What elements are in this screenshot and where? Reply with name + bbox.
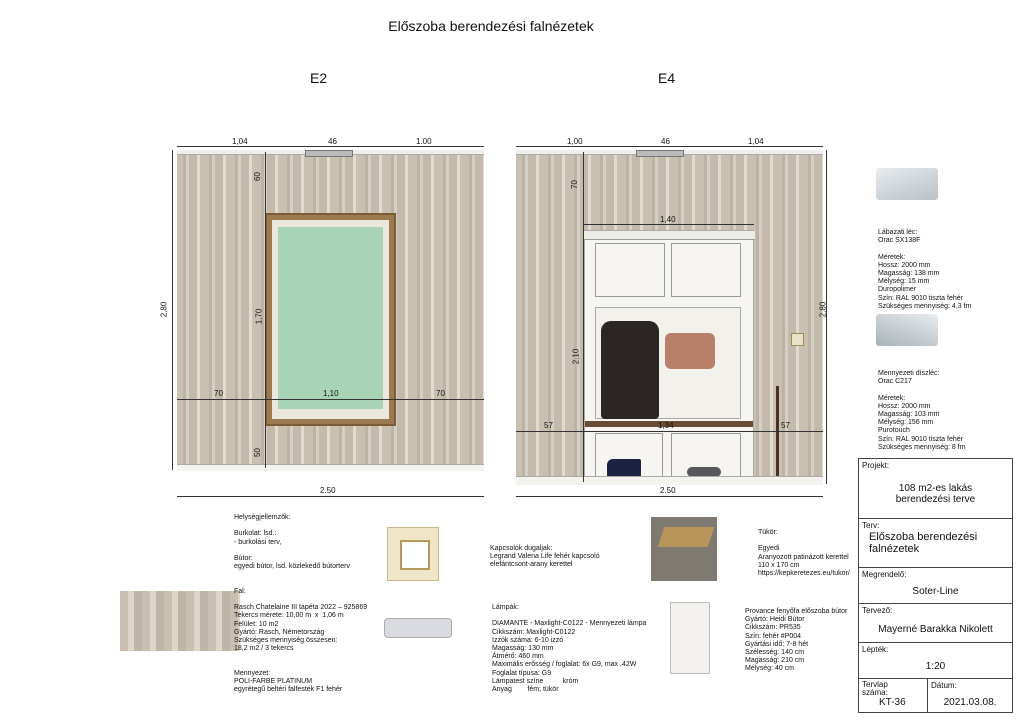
e2-dim-top-left: 1,04 bbox=[232, 137, 248, 146]
tb-leptek-value: 1:20 bbox=[925, 661, 946, 672]
tb-tervlap-label: Tervlap száma: bbox=[862, 680, 888, 697]
e2-baseboard bbox=[177, 464, 484, 471]
tb-projekt bbox=[858, 458, 1013, 519]
note-tukor: Tükör: Egyedi Aranyozott patinázott kerettel 110 x 170 cm https://kepkeretezes.eu/tukor/ bbox=[758, 529, 850, 578]
tb-leptek-label: Lépték: bbox=[862, 645, 889, 654]
e2-left-dim-line bbox=[172, 150, 173, 470]
cabinet-door-right bbox=[671, 243, 741, 297]
cabinet-door-left bbox=[595, 243, 665, 297]
tb-projekt-value: 108 m2-es lakás berendezési terve bbox=[895, 483, 976, 505]
umbrella-stand-pole bbox=[776, 386, 779, 478]
note-kapcsolok: Kapcsolók dugaljak: Legrand Valena Life fehér kapcsoló elefántcsont-arany kerettel bbox=[490, 545, 600, 569]
tb-tervezo bbox=[858, 603, 1013, 643]
view-label-e2: E2 bbox=[310, 70, 328, 86]
tb-megrendelo-value: Soter-Line bbox=[912, 586, 959, 597]
tb-megrendelo bbox=[858, 567, 1013, 604]
e4-ceiling-lamp bbox=[636, 150, 684, 157]
e2-dim-mid: 1,70 bbox=[254, 308, 264, 325]
switch-image-inner bbox=[400, 540, 430, 570]
e4-bottom-dim-line bbox=[516, 496, 823, 497]
e4-baseboard bbox=[516, 476, 823, 485]
e2-dim-height: 2,80 bbox=[159, 301, 169, 318]
note-butor: Provance fenyőfa előszoba bútor Gyártó: Heidi Bútor Cikkszám: PR535 Szín: fehér #P004 Gyártási idő: 7-8 hét Szélesség: 140 cm Magasság: 210 cm Mélység: 40 cm bbox=[745, 608, 848, 673]
light-switch bbox=[791, 333, 804, 346]
page-title: Előszoba berendezési falnézetek bbox=[388, 18, 594, 34]
tb-terv-label: Terv: bbox=[862, 521, 880, 530]
e4-horiz-dim-line bbox=[516, 431, 823, 432]
tb-datum-label: Dátum: bbox=[931, 681, 957, 690]
e4-dim-upper: 70 bbox=[569, 180, 579, 189]
tb-datum bbox=[927, 678, 1013, 713]
e2-dim-right: 70 bbox=[436, 389, 445, 398]
tb-projekt-label: Projekt: bbox=[862, 461, 890, 470]
umbrella-stand bbox=[764, 386, 792, 484]
e2-dim-top-right: 1.00 bbox=[416, 137, 432, 146]
shoes-left bbox=[607, 459, 641, 477]
note-mennyezeti: Mennyezeti díszléc: Orac C217 Méretek: Hossz: 2000 mm Magasság: 103 mm Mélység: 156 mm Purotouch Szín: RAL 9010 tiszta fehér Szükséges mennyiség: 8 fm bbox=[878, 370, 966, 451]
e2-dim-total: 2.50 bbox=[320, 486, 336, 495]
tb-terv bbox=[858, 518, 1013, 568]
ceiling-lamp-image-body bbox=[384, 618, 452, 638]
tb-tervezo-value: Mayerné Barakka Nikolett bbox=[878, 624, 993, 635]
leather-jacket bbox=[601, 321, 659, 419]
note-lampak: Lámpák: DIAMANTE - Maxlight-C0122 - Mennyezeti lámpa Cikkszám: Maxlight-C0122 Izzók száma: 6-10 izzó Magasság: 130 mm Átmérő: 460 mm Maximális erősség / foglalat: 6x G9, max .42W Foglalat típusa: G9 Lámpatest színe króm Anyag fém; tükör bbox=[492, 604, 647, 694]
tb-datum-value: 2021.03.08. bbox=[943, 697, 997, 708]
ceiling-lamp-image bbox=[380, 610, 454, 644]
e2-bottom-dim-line bbox=[177, 496, 484, 497]
e2-mirror-glass bbox=[278, 227, 383, 409]
e4-width-dim-line bbox=[584, 224, 754, 225]
tb-tervlap bbox=[858, 678, 928, 713]
e4-dim-total: 2.50 bbox=[660, 486, 676, 495]
e4-dim-right: 57 bbox=[781, 421, 790, 430]
e4-dim-top-left: 1,00 bbox=[567, 137, 583, 146]
cabinet-top-cornice bbox=[583, 231, 755, 240]
wallpaper-swatch bbox=[120, 591, 240, 651]
e4-dim-center: 1,34 bbox=[658, 421, 674, 430]
tb-terv-value: Előszoba berendezési falnézetek bbox=[869, 531, 978, 555]
e4-dim-top-right: 1,04 bbox=[748, 137, 764, 146]
ceiling-molding-profile-image bbox=[876, 314, 938, 346]
e4-dim-mid: 2,10 bbox=[571, 348, 581, 365]
e2-elevation bbox=[177, 150, 484, 470]
e2-inner-dim-line bbox=[265, 152, 266, 468]
e2-horiz-dim-line bbox=[177, 399, 484, 400]
note-labazati: Lábazati léc: Orac SX138F Méretek: Hossz: 2000 mm Magasság: 138 mm Mélység: 15 mm Duropolimer Szín: RAL 9010 tiszta fehér Szükséges mennyiség: 4,3 fm bbox=[878, 229, 972, 310]
hall-cabinet bbox=[584, 230, 754, 484]
switch-image bbox=[387, 527, 439, 581]
note-helyseg: Helységjellemzők: Burkolat: lsd.: - burkolási terv, Bútor: egyedi bútor, lsd. közlekedő bútorterv Fal: Rasch Chatelaine III tapéta 2022 – 925869 Tekercs mérete: 10,00 m x 1,06 m Felület: 10 m2 Gyártó: Rasch, Németország Szükséges mennyiség összesen: 18,2 m2 / 3 tekercs Mennyezet: POLI-FARBE PLATINUM egyrétegű beltéri falfesték F1 fehér bbox=[234, 514, 368, 694]
e4-elevation bbox=[516, 150, 823, 484]
e4-dim-left: 57 bbox=[544, 421, 553, 430]
e4-inner-dim-line bbox=[583, 152, 584, 482]
e2-dim-top-mid: 46 bbox=[328, 137, 337, 146]
tb-leptek bbox=[858, 642, 1013, 679]
e4-dim-height: 2,80 bbox=[818, 301, 828, 318]
tb-tervlap-value: KT-36 bbox=[879, 697, 906, 708]
e4-top-dim-line bbox=[516, 146, 823, 147]
furniture-image bbox=[670, 602, 710, 674]
e2-top-dim-line bbox=[177, 146, 484, 147]
mirror-frame-image-corner bbox=[658, 527, 714, 547]
view-label-e4: E4 bbox=[658, 70, 676, 86]
e2-dim-lower: 50 bbox=[252, 448, 262, 457]
e2-dim-upper: 60 bbox=[252, 172, 262, 181]
e2-dim-left: 70 bbox=[214, 389, 223, 398]
mirror-frame-image bbox=[651, 517, 717, 581]
tb-tervezo-label: Tervező: bbox=[862, 606, 893, 615]
e2-dim-center: 1,10 bbox=[323, 389, 339, 398]
handbag bbox=[665, 333, 715, 369]
e4-dim-width: 1,40 bbox=[660, 215, 676, 224]
e4-dim-top-mid: 46 bbox=[661, 137, 670, 146]
tb-megrendelo-label: Megrendelő: bbox=[862, 570, 907, 579]
e2-ceiling-lamp bbox=[305, 150, 353, 157]
baseboard-profile-image bbox=[876, 168, 938, 200]
